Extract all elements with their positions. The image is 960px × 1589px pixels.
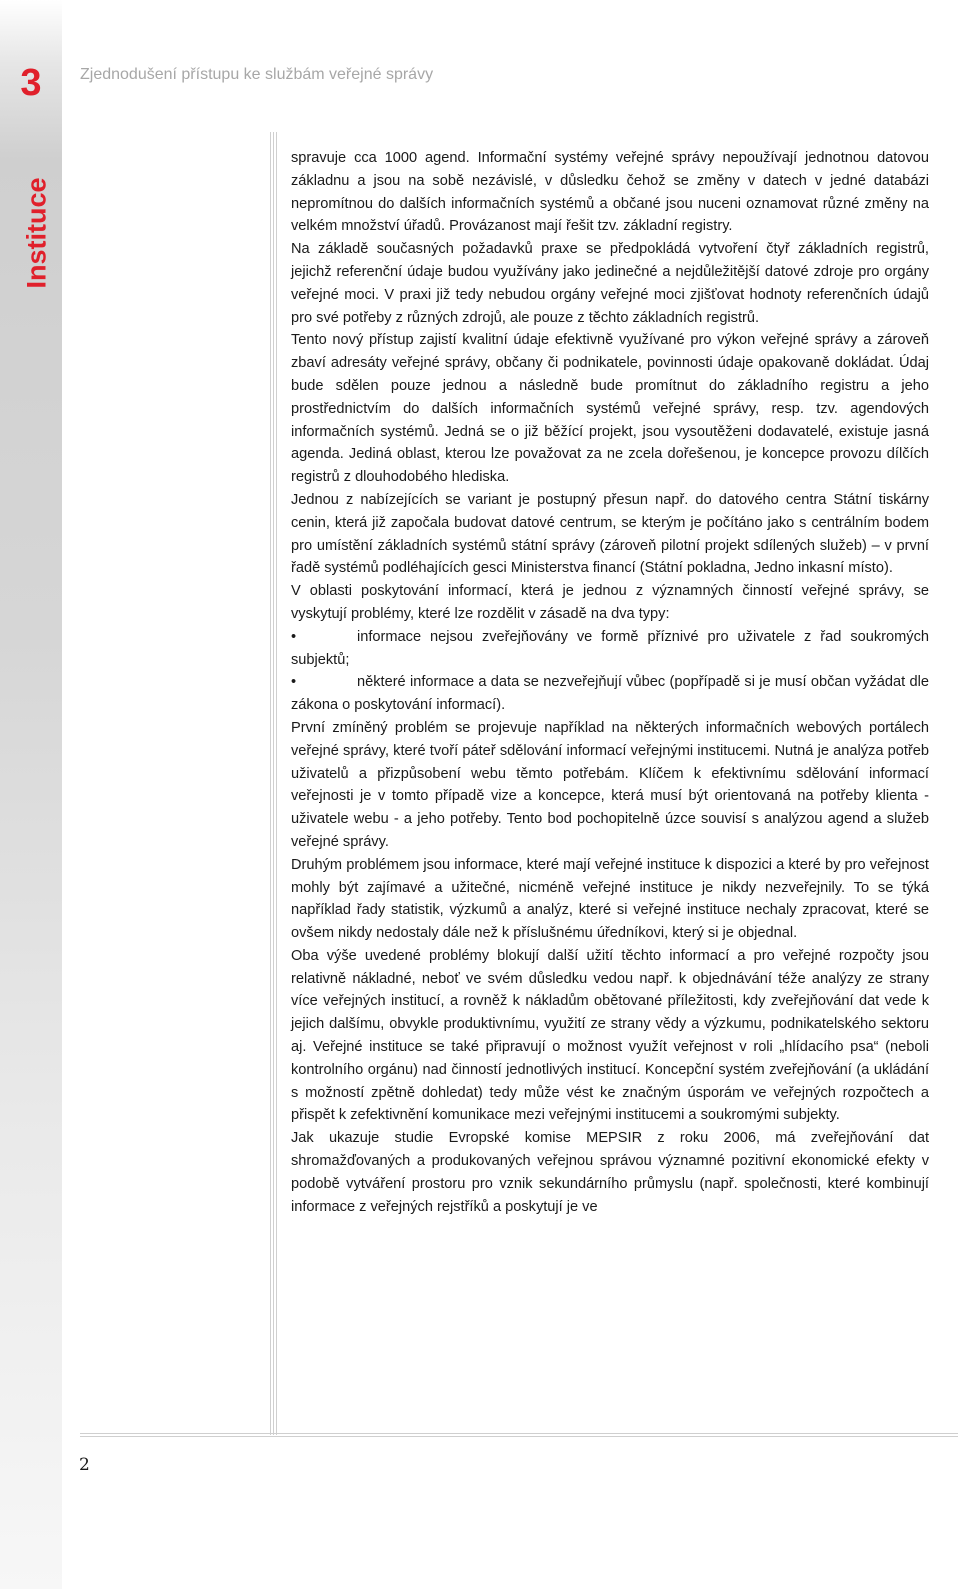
bullet-symbol: • [291, 628, 297, 645]
paragraph: spravuje cca 1000 agend. Informační systémy veřejné správy nepoužívají jednotnou datovou základnu a jsou na sobě nezávislé, v důsledku čehož se změny v datech v jedné databázi nepromítnou do dalších informačních systémů a občané jsou nuceni oznamovat různé změny na velkém množství úřadů. Provázanost mají řešit tzv. základní registry. [291, 150, 929, 235]
bottom-rule [80, 1436, 958, 1437]
bullet-symbol: • [291, 674, 297, 691]
paragraph: Oba výše uvedené problémy blokují další užití těchto informací a pro veřejné rozpočty jsou relativně nákladné, neboť ve svém důsledku vedou např. k objednávání téže analýzy ze strany více veřejných institucí, a rovněž k nákladům obětované příležitosti, kdy zveřejňování dat vede k jejich dalšímu, obvykle produktivnímu, využití ze strany vědy a výzkumu, podnikatelského sektoru aj. Veřejné instituce se také připravují o možnost využít veřejnost v roli „hlídacího psa“ (neboli kontrolního orgánu) nad činností jednotlivých institucí. Koncepční systém zveřejňování (a ukládání s možností zpětně dohledat) tedy může vést ke značným úsporám ve veřejných rozpočtech a přispět k zefektivnění komunikace mezi veřejnými institucemi a soukromými subjekty. [291, 947, 929, 1124]
vertical-rule [273, 132, 274, 1435]
page-number: 2 [79, 1455, 90, 1475]
vertical-rule [270, 132, 271, 1435]
paragraph: Jednou z nabízejících se variant je postupný přesun např. do datového centra Státní tiskárny cenin, která již započala budovat datové centrum, se kterým je počítáno jako s centrálním bodem pro umístění základních systémů státní správy (zároveň pilotní projekt sdílených služeb) – v první řadě systémů podléhajících gesci Ministerstva financí (Státní pokladna, Jedno inkasní místo). [291, 491, 929, 577]
bullet-item [291, 626, 929, 672]
paragraph: Jak ukazuje studie Evropské komise MEPSIR z roku 2006, má zveřejňování dat shromažďovaných a produkovaných veřejnou správou významné pozitivní ekonomické efekty v podobě vytváření prostoru pro vznik sekundárního průmyslu (např. společnosti, které kombinují informace z veřejných rejstříků a poskytují je ve [291, 1130, 929, 1215]
side-label: Instituce [21, 177, 52, 289]
chapter-title: Zjednodušení přístupu ke službám veřejné správy [80, 66, 434, 83]
paragraph: První zmíněný problém se projevuje například na některých informačních webových portálech veřejné správy, které tvoří páteř sdělování informací veřejnými institucemi. Nutná je analýza potřeb uživatelů a přizpůsobení webu těmto potřebám. Klíčem k efektivnímu sdělování informací veřejnosti je v tomto případě vize a koncepce, která musí být orientovaná na potřeby klienta -uživatele webu - a jeho potřeby. Tento bod pochopitelně úzce souvisí s analýzou agend a služeb veřejné správy. [291, 719, 929, 850]
paragraph: Druhým problémem jsou informace, které mají veřejné instituce k dispozici a které by pro veřejnost mohly být zajímavé a užitečné, nicméně veřejné instituce je nikdy nezveřejnily. To se týká například řady statistik, výzkumů a analýz, které si veřejné instituce nechaly zpracovat, které se ovšem nikdy nedostaly dále než k příslušnému úředníkovi, který si je objednal. [291, 856, 929, 942]
bullet-text: některé informace a data se nezveřejňují vůbec (popřípadě si je musí občan vyžádat dle zákona o poskytování informací). [291, 674, 929, 714]
paragraph: Na základě současných požadavků praxe se předpokládá vytvoření čtyř základních registrů, jejichž referenční údaje budou využívány jako jedinečné a nejdůležitější datové zdroje pro orgány veřejné moci. V praxi již tedy nebudou orgány veřejné moci zjišťovat hodnoty referenčních údajů pro své potřeby z různých zdrojů, ale pouze z těchto základních registrů. [291, 241, 929, 326]
bottom-rule [80, 1433, 958, 1434]
vertical-rule [276, 132, 277, 1435]
bullet-text: informace nejsou zveřejňovány ve formě příznivé pro uživatele z řad soukromých subjektů; [291, 628, 929, 668]
chapter-number: 3 [20, 62, 42, 104]
paragraph: V oblasti poskytování informací, která je jednou z významných činností veřejné správy, se vyskytují problémy, které lze rozdělit v zásadě na dva typy: [291, 583, 929, 622]
paragraph: Tento nový přístup zajistí kvalitní údaje efektivně využívané pro výkon veřejné správy a zároveň zbaví adresáty veřejné správy, občany či podnikatele, povinnosti údaje opakovaně dokládat. Údaj bude sdělen pouze jednou a následně bude promítnut do základního registru a jeho prostřednictvím do dalších informačních systémů veřejné správy, resp. tzv. agendových informačních systémů. Jedná se o již běžící projekt, jsou vysoutěženi dodavatelé, existuje jasná agenda. Jediná oblast, kterou lze považovat za ne zcela dořešenou, je koncepce provozu dílčích registrů z dlouhodobého hlediska. [291, 332, 929, 486]
body-text [291, 147, 929, 1218]
bullet-item [291, 671, 929, 717]
